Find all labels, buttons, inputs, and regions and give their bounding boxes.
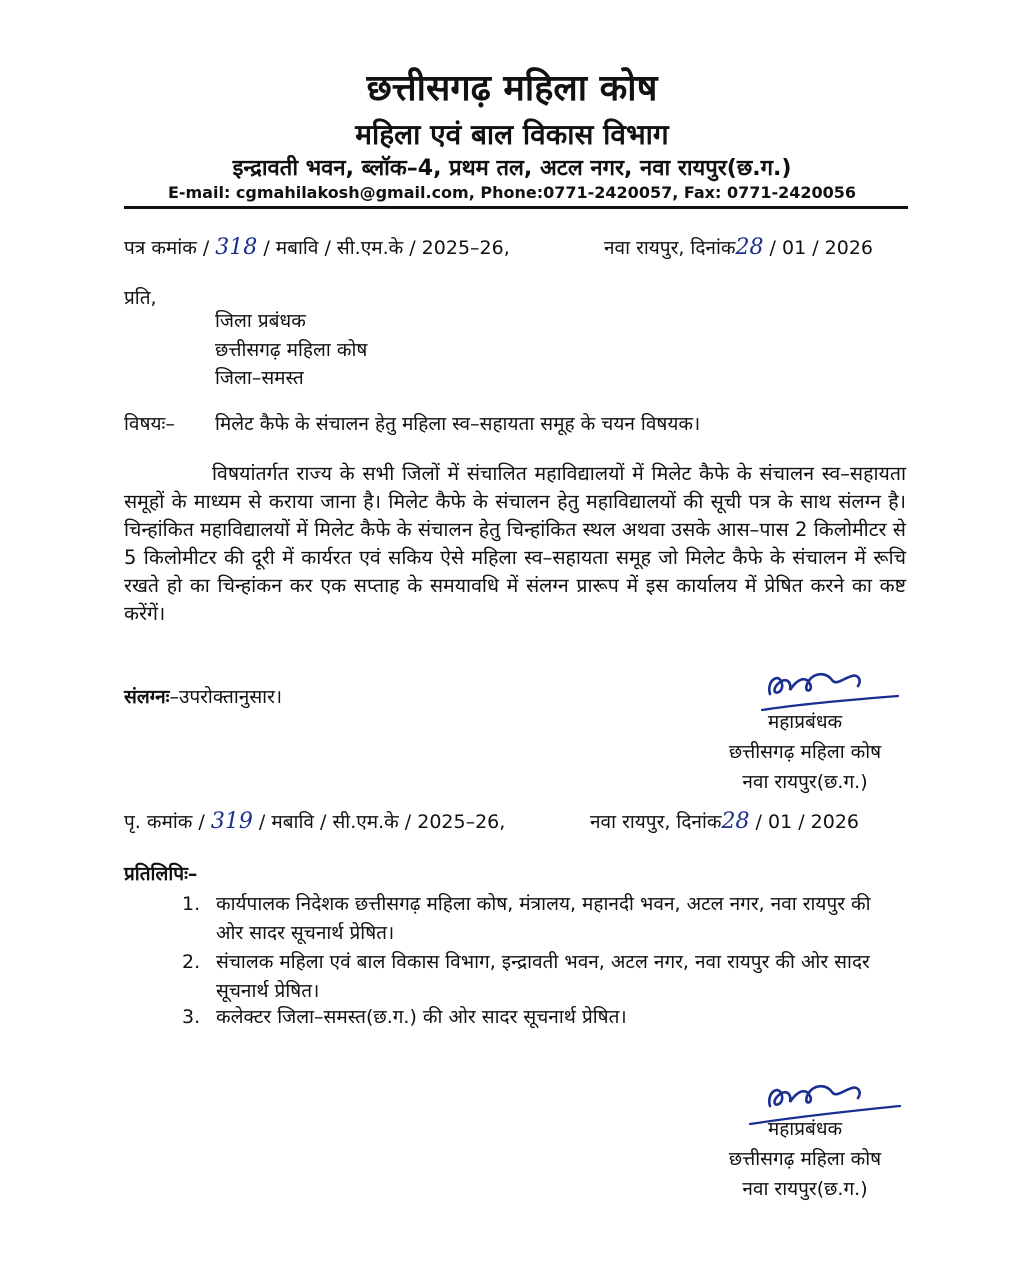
to-label: प्रति, <box>124 287 157 309</box>
recipient-line-1: जिला प्रबंधक <box>215 310 306 332</box>
signatory-1-place: नवा रायपुर(छ.ग.) <box>742 771 868 793</box>
signatory-1 <box>700 707 910 797</box>
letter-date-label: नवा रायपुर, दिनांक <box>604 237 736 259</box>
copy-to-item-2-num: 2. <box>182 951 201 973</box>
enclosure-label: संलग्नः <box>124 686 170 708</box>
copy-to-item-3-text: कलेक्टर जिला–समस्त(छ.ग.) की ओर सादर सूचनार्थ प्रेषित। <box>216 1006 627 1028</box>
recipient-line-2: छत्तीसगढ़ महिला कोष <box>215 339 368 361</box>
copy-to-item-1-text: कार्यपालक निदेशक छत्तीसगढ़ महिला कोष, मंत्रालय, महानदी भवन, अटल नगर, नवा रायपुर की ओर सादर सूचनार्थ प्रेषित। <box>216 893 871 944</box>
recipient-line-3: जिला–समस्त <box>215 367 304 389</box>
letter-date: नवा रायपुर, दिनांक28 / 01 / 2026 <box>604 235 873 260</box>
copy-to-item-2 <box>182 948 902 1006</box>
copy-to-label: प्रतिलिपिः– <box>124 863 198 885</box>
org-name: छत्तीसगढ़ महिला कोष <box>366 68 658 109</box>
copy-to-item-1-num: 1. <box>182 893 201 915</box>
department-name: महिला एवं बाल विकास विभाग <box>355 118 669 151</box>
endorsement-date <box>590 808 859 834</box>
signatory-1-designation: महाप्रबंधक <box>767 711 843 733</box>
header-divider <box>124 206 908 209</box>
office-address: इन्द्रावती भवन, ब्लॉक–4, प्रथम तल, अटल नगर, नवा रायपुर(छ.ग.) <box>232 156 792 181</box>
signatory-2-place: नवा रायपुर(छ.ग.) <box>742 1178 868 1200</box>
letter-date-rest: 01 / 2026 <box>781 237 873 259</box>
copy-to-item-2-text: संचालक महिला एवं बाल विकास विभाग, इन्द्रावती भवन, अटल नगर, नवा रायपुर की ओर सादर सूचनार्थ प्रेषित। <box>216 951 870 1002</box>
endorsement-ref: पृ. कमांक / 319 / मबावि / सी.एम.के / 2025–26, <box>124 809 506 834</box>
endorsement-ref-suffix: मबावि / सी.एम.के / 2025–26, <box>271 811 506 833</box>
signatory-2-designation: महाप्रबंधक <box>767 1118 843 1140</box>
enclosure-text: –उपरोक्तानुसार। <box>169 686 283 708</box>
enclosure <box>124 683 282 709</box>
endorsement-ref-number: 319 <box>210 809 253 834</box>
copy-to-item-3-num: 3. <box>182 1006 201 1028</box>
subject-text: मिलेट कैफे के संचालन हेतु महिला स्व–सहायता समूह के चयन विषयक। <box>215 413 701 435</box>
signature-1-icon <box>740 650 910 714</box>
letter-date-day: 28 <box>735 235 764 260</box>
subject-label: विषयः– <box>124 413 175 435</box>
signatory-2 <box>700 1114 910 1204</box>
endorsement-date-rest: / 01 / 2026 <box>755 811 859 833</box>
signatory-1-org: छत्तीसगढ़ महिला कोष <box>728 741 882 763</box>
signatory-2-org: छत्तीसगढ़ महिला कोष <box>728 1148 882 1170</box>
letter-ref-number: 318 <box>215 235 258 260</box>
letter-ref-suffix: मबावि / सी.एम.के / 2025–26, <box>275 237 510 259</box>
body-paragraph: विषयांतर्गत राज्य के सभी जिलों में संचालित महाविद्यालयों में मिलेट कैफे के संचालन स्व–सहायता समूहों के माध्यम से कराया जाना है। मिलेट कैफे के संचालन हेतु महाविद्यालयों की सूची पत्र के साथ संलग्न है। चिन्हांकित महाविद्यालयों में मिलेट कैफे के संचालन हेतु चिन्हांकित स्थल अथवा उसके आस–पास 2 किलोमीटर से 5 किलोमीटर की दूरी में कार्यरत एवं सकिय ऐसे महिला स्व–सहायता समूह जो मिलेट कैफे के संचालन में रूचि रखते हो का चिन्हांकन कर एक सप्ताह के समयावधि में संलग्न प्रारूप में इस कार्यालय में प्रेषित करने का कष्ट करेंगें। <box>124 462 906 625</box>
copy-to-item-1 <box>182 890 902 948</box>
endorsement-ref-prefix: पृ. कमांक <box>124 811 193 833</box>
copy-to-item-3 <box>182 1003 902 1032</box>
letter-ref: पत्र कमांक / 318 / मबावि / सी.एम.के / 2025–26, <box>124 235 510 260</box>
endorsement-date-label: नवा रायपुर, दिनांक <box>590 811 722 833</box>
contact-line: E-mail: cgmahilakosh@gmail.com, Phone:0771-2420057, Fax: 0771-2420056 <box>167 183 857 202</box>
endorsement-date-day: 28 <box>721 809 750 834</box>
letter-ref-prefix: पत्र कमांक <box>124 237 197 259</box>
